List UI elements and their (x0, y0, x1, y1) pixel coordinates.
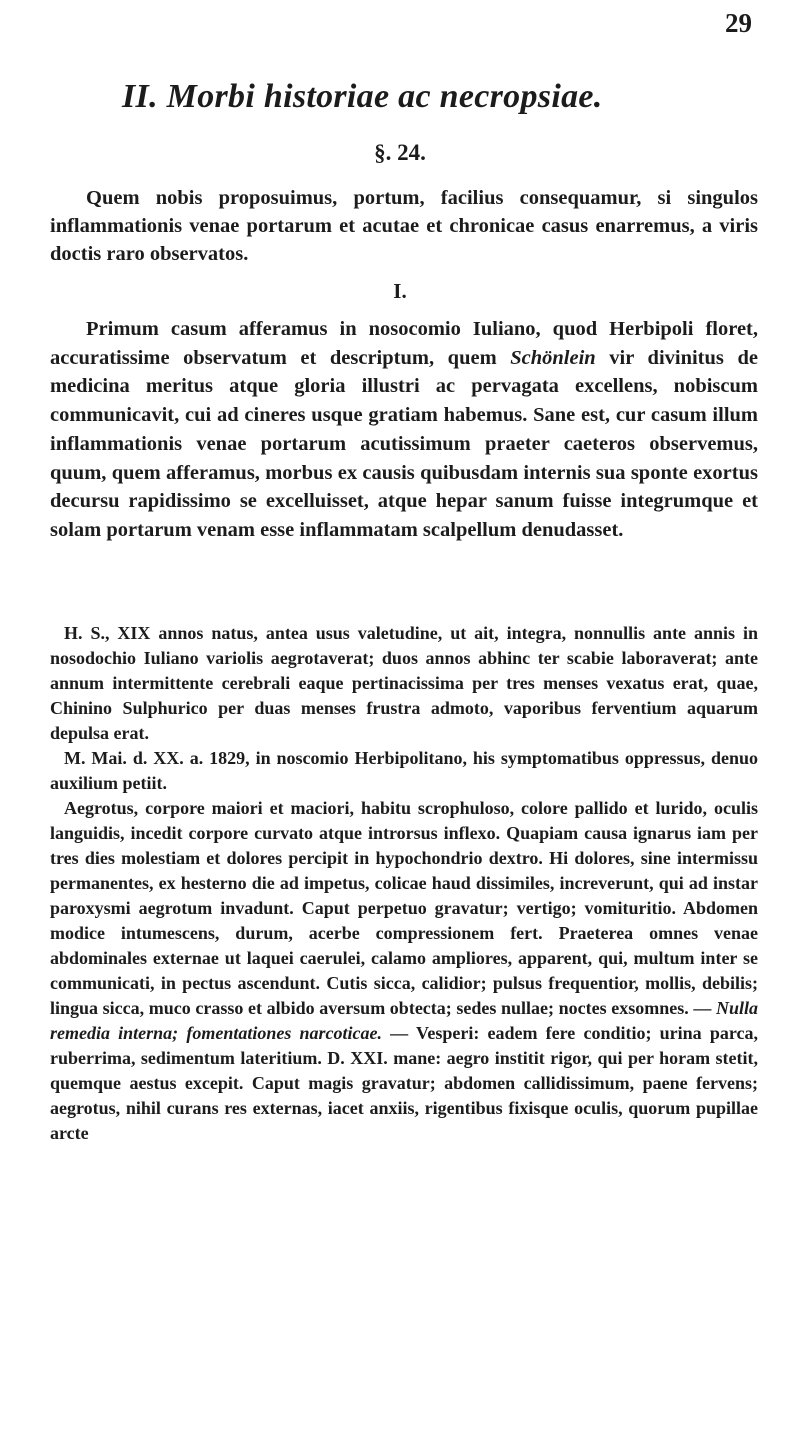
treatment-note: Nulla remedia interna; fomentationes narcoticae. (50, 998, 758, 1043)
intro-paragraph: Quem nobis proposuimus, portum, facilius consequamur, si singulos inflammationis venae portarum et acutae et chronicae casus enarremus, a viris doctis raro observatos. (50, 187, 758, 265)
author-name: Schönlein (510, 346, 596, 369)
intro-block (50, 184, 758, 268)
chapter-title: II. Morbi historiae ac necropsiae. (122, 78, 603, 115)
admission-paragraph: M. Mai. d. XX. a. 1829, in noscomio Herbipolitano, his symptomatibus oppressus, denuo auxilium petiit. (50, 748, 758, 793)
case-body-block (50, 621, 758, 1146)
case-intro-text-end: vir divinitus de medicina meritus atque gloria illustri ac pervagata excellens, nobiscum communicavit, cui ad cineres usque gratiam habemus. Sane est, cur casum illum inflammationis venae portarum acutissimum praeter caeteros observemus, quum, quem afferamus, morbus ex causis quibusdam internis sua sponte exortus decursu rapidissimo se excelluisset, atque hepar sanum fuisse integrumque et solam portarum venam esse inflammatam scalpellum denudasset. (50, 346, 758, 541)
history-paragraph: H. S., XIX annos natus, antea usus valetudine, ut ait, integra, nonnullis ante annis in nosodochio Iuliano variolis aegrotaverat; duos annos abhinc ter scabie laboraverat; ante annum intermittente cerebrali eaque pertinacissima per tres menses vexatus erat, quae, Chinino Sulphurico per duas menses frustra admoto, vaporibus ferventium aquarum depulsa erat. (50, 623, 758, 743)
case-intro-block (50, 315, 758, 545)
page-number: 29 (725, 8, 752, 38)
symptoms-text-start: Aegrotus, corpore maiori et maciori, habitu scrophuloso, colore pallido et lurido, oculis languidis, incedit corpore curvato atque introrsus inflexo. Quapiam causa ignarus iam per tres dies molestiam et dolores percipit in hypochondrio dextro. Hi dolores, sine intermissu permanentes, ex hesterno die ad impetus, colicae haud dissimiles, increverunt, qui ad instar paroxysmi aegrotum invadunt. Caput perpetuo gravatur; vertigo; vomituritio. Abdomen modice intumescens, durum, acerbe compressionem fert. Praeterea omnes venae abdominales externae ut laquei caerulei, calamo ampliores, apparent, qui, multum inter se communicati, in pectus ascendunt. Cutis sicca, calidior; pulsus frequentior, mollis, debilis; lingua sicca, muco crasso et albido aversum obtecta; sedes nullae; noctes exsomnes. — (50, 798, 758, 1018)
case-number: I. (393, 279, 407, 303)
section-mark: §. 24. (374, 140, 426, 165)
case-intro-text-start: Primum casum afferamus in nosocomio Iuliano, quod Herbipoli floret, accuratissime observatum et descriptum, quem (50, 318, 758, 369)
symptoms-text-end: — Vesperi: eadem fere conditio; urina parca, ruberrima, sedimentum lateritium. D. XXI. mane: aegro institit rigor, qui per horam stetit, quemque aestus excepit. Caput magis gravatur; abdomen callidissimum, paene fervens; aegrotus, nihil curans res externas, iacet anxiis, rigentibus fixisque oculis, quorum pupillae arcte (50, 1023, 758, 1143)
case-intro-paragraph (50, 315, 758, 545)
symptoms-paragraph (50, 796, 758, 1146)
